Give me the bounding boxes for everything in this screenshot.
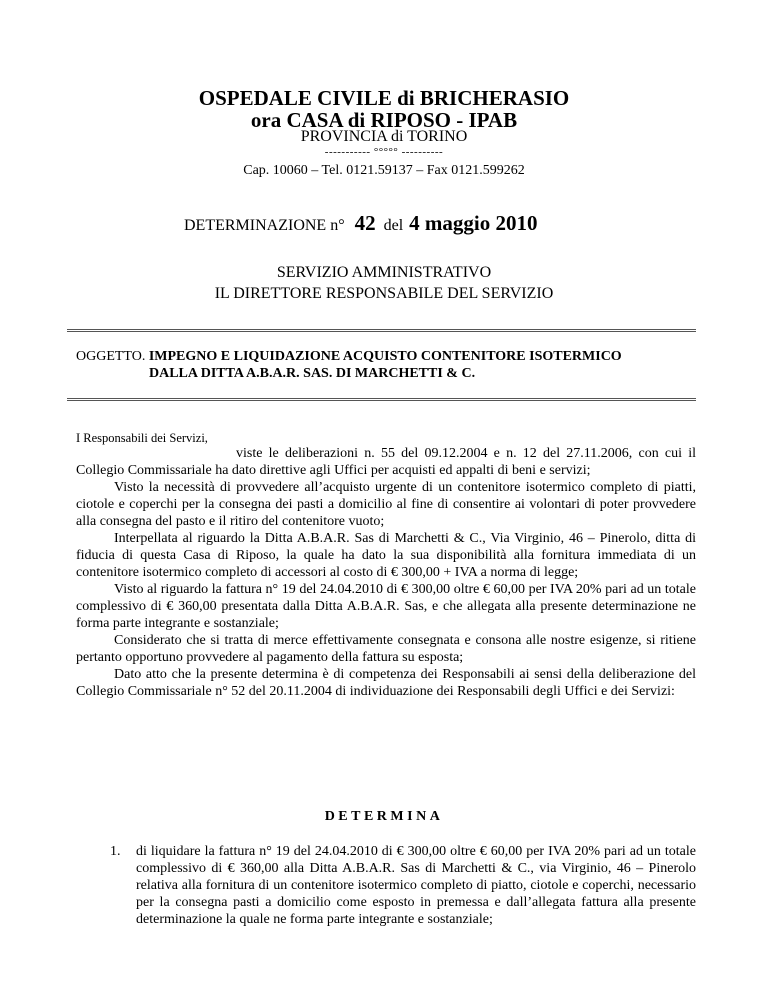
body-paragraphs bbox=[76, 445, 696, 700]
determination-line bbox=[184, 210, 537, 239]
subject-line-2: DALLA DITTA A.B.A.R. SAS. DI MARCHETTI & C. bbox=[149, 366, 476, 381]
bottom-divider bbox=[67, 398, 696, 401]
subject-label: OGGETTO. bbox=[76, 349, 146, 364]
top-divider bbox=[67, 329, 696, 332]
determination-date: 4 maggio 2010 bbox=[409, 211, 538, 235]
intro-line: I Responsabili dei Servizi, bbox=[76, 431, 208, 445]
paragraph: viste le deliberazioni n. 55 del 09.12.2004 e n. 12 del 27.11.2006, con cui il Collegio Commissariale ha dato direttive agli Uffici per acquisti ed appalti di beni e servizi; bbox=[76, 446, 696, 478]
header-separator: ----------- °°°°° ---------- bbox=[324, 146, 444, 158]
service-director: IL DIRETTORE RESPONSABILE DEL SERVIZIO bbox=[214, 285, 554, 302]
subject-line-1: IMPEGNO E LIQUIDAZIONE ACQUISTO CONTENITORE ISOTERMICO bbox=[148, 349, 622, 364]
contact-info: Cap. 10060 – Tel. 0121.59137 – Fax 0121.599262 bbox=[243, 163, 525, 178]
determination-label: DETERMINAZIONE n° bbox=[184, 217, 345, 234]
organization-name: OSPEDALE CIVILE di BRICHERASIO bbox=[198, 86, 570, 110]
province-line: PROVINCIA di TORINO bbox=[300, 128, 468, 145]
service-name: SERVIZIO AMMINISTRATIVO bbox=[276, 264, 492, 281]
paragraph: Dato atto che la presente determina è di competenza dei Responsabili ai sensi della deliberazione del Collegio Commissariale n° 52 del 20.11.2004 di individuazione dei Responsabili degli Uffici e dei Servizi: bbox=[76, 667, 696, 699]
determination-number: 42 bbox=[354, 211, 376, 235]
determination-del: del bbox=[383, 217, 404, 234]
organization-subtitle: ora CASA di RIPOSO - IPAB bbox=[250, 108, 518, 132]
subject-block bbox=[76, 348, 622, 382]
paragraph: Considerato che si tratta di merce effettivamente consegnata e consona alle nostre esigenze, si ritiene pertanto opportuno provvedere al pagamento della fattura su esposta; bbox=[76, 633, 696, 665]
paragraph: Visto la necessità di provvedere all’acquisto urgente di un contenitore isotermico completo di piatti, ciotole e coperchi per la consegna dei pasti a domicilio al fine di consentire ai volontari di poter provvedere alla consegna del pasto e il ritiro del contenitore vuoto; bbox=[76, 480, 696, 529]
determina-heading: DETERMINA bbox=[324, 809, 444, 824]
determination-list bbox=[110, 843, 696, 928]
paragraph: Interpellata al riguardo la Ditta A.B.A.R. Sas di Marchetti & C., Via Virginio, 46 – Pinerolo, ditta di fiducia di questa Casa di Riposo, la quale ha dato la sua disponibilità alla fornitura immediata di un contenitore isotermico completo di accessori al costo di € 300,00 + IVA a norma di legge; bbox=[76, 531, 696, 580]
paragraph: Visto al riguardo la fattura n° 19 del 24.04.2010 di € 300,00 oltre € 60,00 per IVA 20% pari ad un totale complessivo di € 360,00 presentata dalla Ditta A.B.A.R. Sas, e che allegata alla presente determinazione ne forma parte integrante e sostanziale; bbox=[76, 582, 696, 631]
list-item-text: di liquidare la fattura n° 19 del 24.04.2010 di € 300,00 oltre € 60,00 per IVA 20% pari ad un totale complessivo di € 360,00 alla Ditta A.B.A.R. Sas di Marchetti & C., via Virginio, 46 – Pinerolo relativa alla fornitura di un contenitore isotermico completo di piatto, ciotole e coperchi, necessario per la consegna pasti a domicilio come esposto in premessa e dall’allegata fattura alla presente determinazione la quale ne forma parte integrante e sostanziale; bbox=[136, 844, 696, 927]
list-item-number: 1. bbox=[110, 844, 121, 859]
